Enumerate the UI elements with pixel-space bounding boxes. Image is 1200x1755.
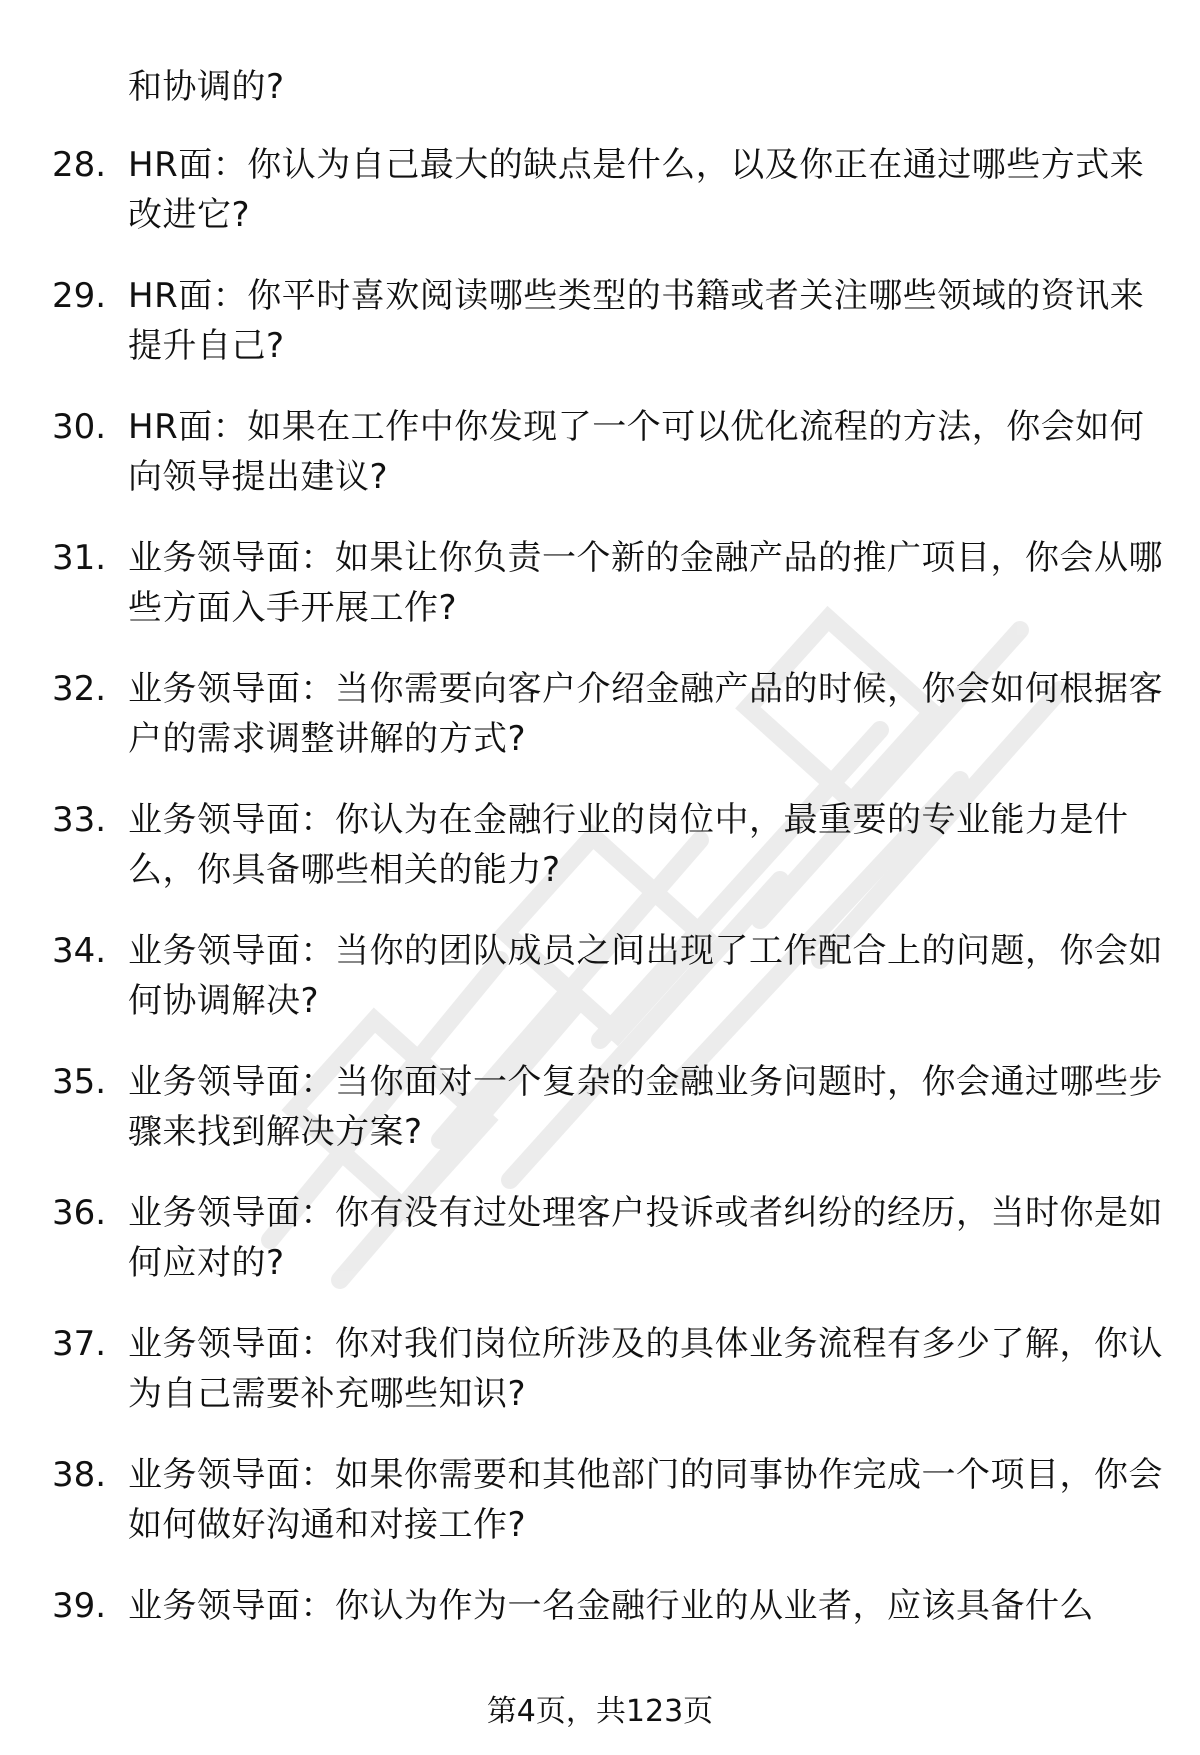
question-text: HR面：如果在工作中你发现了一个可以优化流程的方法，你会如何向领导提出建议?	[128, 407, 1145, 497]
question-text: 业务领导面：你认为在金融行业的岗位中，最重要的专业能力是什么，你具备哪些相关的能力?	[128, 800, 1129, 890]
continuation-text: 和协调的?	[128, 67, 285, 107]
question-item	[0, 402, 1200, 533]
question-item	[0, 1450, 1200, 1581]
question-item	[0, 271, 1200, 402]
question-text: 业务领导面：你有没有过处理客户投诉或者纠纷的经历，当时你是如何应对的?	[128, 1193, 1163, 1283]
question-text: HR面：你平时喜欢阅读哪些类型的书籍或者关注哪些领域的资讯来提升自己?	[128, 276, 1145, 366]
question-number: 29.	[52, 276, 107, 316]
question-number: 37.	[52, 1324, 107, 1364]
page-footer: 第4页，共123页	[486, 1694, 714, 1729]
question-number: 31.	[52, 538, 107, 578]
question-text: 业务领导面：如果让你负责一个新的金融产品的推广项目，你会从哪些方面入手开展工作?	[128, 538, 1163, 628]
question-text: 业务领导面：当你面对一个复杂的金融业务问题时，你会通过哪些步骤来找到解决方案?	[128, 1062, 1163, 1152]
question-item	[0, 140, 1200, 271]
question-number: 32.	[52, 669, 107, 709]
question-text: 业务领导面：你认为作为一名金融行业的从业者，应该具备什么	[128, 1586, 1094, 1626]
question-item	[0, 1188, 1200, 1319]
question-number: 28.	[52, 145, 107, 185]
question-number: 35.	[52, 1062, 107, 1102]
question-number: 33.	[52, 800, 107, 840]
question-number: 39.	[52, 1586, 107, 1626]
question-text: HR面：你认为自己最大的缺点是什么，以及你正在通过哪些方式来改进它?	[128, 145, 1145, 235]
question-text: 业务领导面：当你需要向客户介绍金融产品的时候，你会如何根据客户的需求调整讲解的方式?	[128, 669, 1163, 759]
question-number: 36.	[52, 1193, 107, 1233]
question-number: 34.	[52, 931, 107, 971]
question-text: 业务领导面：你对我们岗位所涉及的具体业务流程有多少了解，你认为自己需要补充哪些知识?	[128, 1324, 1163, 1414]
question-text: 业务领导面：当你的团队成员之间出现了工作配合上的问题，你会如何协调解决?	[128, 931, 1163, 1021]
question-item	[0, 1319, 1200, 1450]
question-list	[0, 140, 1200, 1712]
question-text: 业务领导面：如果你需要和其他部门的同事协作完成一个项目，你会如何做好沟通和对接工作?	[128, 1455, 1163, 1545]
question-item	[0, 926, 1200, 1057]
question-number: 38.	[52, 1455, 107, 1495]
question-number: 30.	[52, 407, 107, 447]
question-item	[0, 1057, 1200, 1188]
question-item	[0, 664, 1200, 795]
question-item	[0, 533, 1200, 664]
question-item	[0, 795, 1200, 926]
